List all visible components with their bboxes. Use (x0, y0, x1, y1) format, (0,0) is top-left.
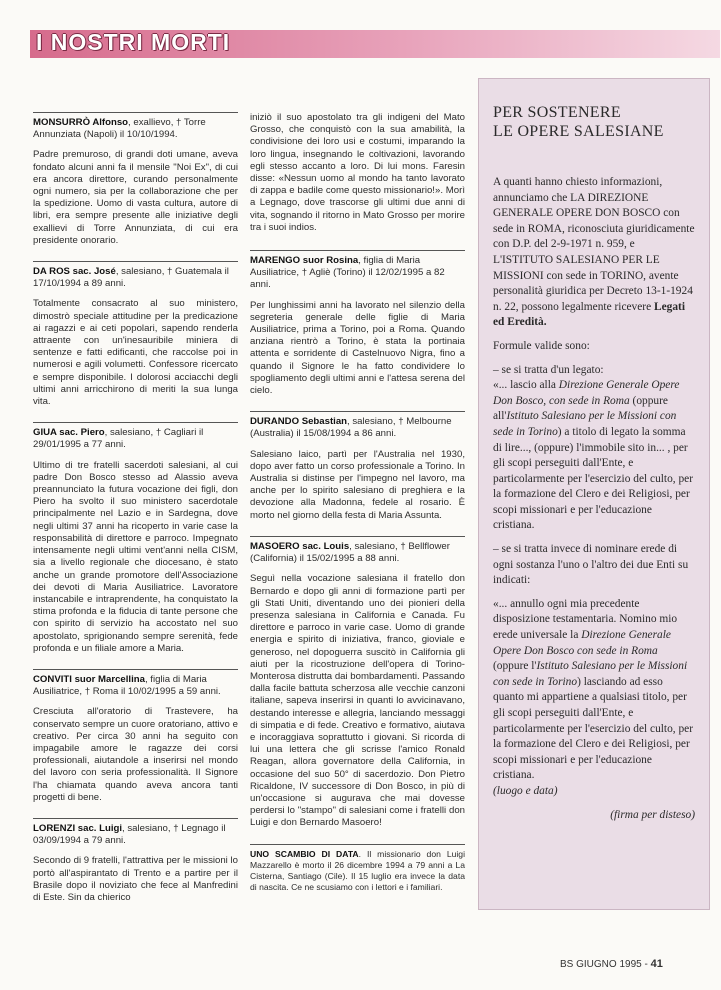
deceased-name: MASOERO sac. Louis (250, 540, 350, 552)
obituary-entry (33, 818, 238, 904)
entry-text: Secondo di 9 fratelli, l'attrattiva per le missioni lo portò all'aspirantato di Trento e a partire per il Brasile dopo il noviziato che fece al Manfredini di Este. Sin da chierico (33, 855, 238, 903)
entry-heading (33, 427, 238, 451)
signature-line: (firma per disteso) (610, 808, 695, 821)
sidebar-intro (493, 175, 695, 331)
obituary-entry (33, 669, 238, 804)
obituary-entry (250, 536, 465, 830)
entry-text: Seguì nella vocazione salesiana il fratello don Bernardo e dopo gli anni di formazione partì per gli Stati Uniti, diventando uno dei pionieri della presenza salesiana in California e Canada. Fu direttore e parroco in varie case. Uomo di grande energia e spirito di iniziativa, franco, gioviale e generoso, nel dopoguerra suscitò in California gli aiuti per la ricostruzione dell'opera di Torino-Monterosa distrutta dai bombardamenti. Passando dalla facile battuta scherzosa alle vecchie canzoni italiane, sapeva inserirsi in quanti lo avvicinavano, destando interesse e allegria, lanciando messaggi di simpatia e di fede. Creativo e formativo, aiutava e incoraggiava soprattutto i giovani. Si ricorda di lui una lettera che gli scrisse l'amico Ronald Reagan, allora governatore della California, in occasione del suo 50° di sacerdozio. Don Pietro Ricaldone, IV successore di Don Bosco, in più di un'occasione si augurava che mai dovesse perdersi lo "stampo" di salesiani come i fratelli don Luigi e don Bernardo Masoero! (250, 573, 465, 829)
obituary-entry (33, 112, 238, 247)
deceased-info: , salesiano, † Cagliari il 29/01/1995 a 77 anni. (33, 427, 204, 451)
deceased-info: , salesiano, † Melbourne (Australia) il 15/08/1994 a 86 anni. (250, 416, 452, 440)
obituary-entry (250, 250, 465, 397)
sidebar-box (478, 78, 710, 910)
entry-heading (33, 117, 238, 141)
deceased-info: , salesiano, † Guatemala il 17/10/1994 a 89 anni. (33, 266, 229, 290)
erede-text-2: (oppure l' (493, 660, 537, 673)
legato-formula (493, 363, 695, 535)
entry-text: Ultimo di tre fratelli sacerdoti salesiani, al cui padre Don Bosco stesso ad Alassio aveva preannunciato la futura vocazione dei figli, don Piero ha svolto il suo ministero sacerdotale principalmente nel Lazio e in Sardegna, dove negli ultimi 37 anni ha ricoperto in varie case la responsabilità di direttore e parroco. Impegnato intensamente negli ultimi vent'anni nella CISM, sia a livello regionale che diocesano, è stato anche un grande promotore dell'Associazione dei devoti di Maria Ausiliatrice. Lavoratore instancabile e intraprendente, ha conquistato la stima profonda e la fiducia di tante persone che con spirito di servizio ha accostato nel suo apostolato, sprigionando sempre serenità, fede profonda e un filiale amore a Maria. (33, 459, 238, 654)
sidebar-title (493, 103, 695, 141)
deceased-info: , salesiano, † Legnago il 03/09/1994 a 79 anni. (33, 822, 226, 847)
entry-text: Cresciuta all'oratorio di Trastevere, ha conservato sempre un cuore oratoriano, attivo e creativo. Per circa 30 anni ha seguito con impagabile amore le ragazze dei corsi professionali, aiutandole a inserirsi nel mondo del lavoro con seria professionalità. Il Signore l'ha chiamata quando aveva ancora tanti progetti di bene. (33, 706, 238, 803)
deceased-info: , salesiano, † Bellflower (California) il 15/02/1995 a 88 anni. (250, 540, 450, 565)
entry-continuation: iniziò il suo apostolato tra gli indigeni del Mato Grosso, che conquistò con la sua amabilità, la condivisione dei loro usi e costumi, imparando la loro lingua, insegnando le coltivazioni, lavorando egli stesso accanto a loro. Di lui mons. Faresin disse: «Nessun uomo al mondo ha tanto lavorato di zappa e badile come questo missionario!». Morì a Legnago, dove trascorse gli ultimi due anni di vita, sognando il ritorno in Mato Grosso per morire tra i suoi indios. (250, 112, 465, 233)
entry-heading (33, 823, 238, 847)
legato-italic-2: Istituto Salesiano per le Missioni con sede in Torino (493, 410, 677, 438)
deceased-name: LORENZI sac. Luigi (33, 822, 123, 834)
legato-text-3: ) a titolo di legato la somma di lire..., (oppure) l'immobile sito in... , per gli scopi perseguiti dall'Ente, e particolarmente per l'esercizio del culto, per la formazione del Clero e dei Religiosi, per scopi missionari e per l'educazione cristiana. (493, 425, 694, 532)
legato-text-1: «... lascio alla (493, 379, 559, 392)
column-2 (250, 112, 465, 893)
sidebar-title-line-2: LE OPERE SALESIANE (493, 123, 664, 140)
entry-heading (250, 541, 465, 565)
sidebar-title-line-1: PER SOSTENERE (493, 104, 621, 121)
entry-heading (250, 416, 465, 440)
deceased-info: , exallievo, † Torre Annunziata (Napoli) il 10/10/1994. (33, 117, 206, 141)
intro-text: A quanti hanno chiesto informazioni, annunciamo che LA DIREZIONE GENERALE OPERE DON BOSCO con sede in ROMA, riconosciuta giuridicamente con D.P. del 2-9-1971 n. 959, e L'ISTITUTO SALESIANO PER LE MISSIONI con sede in TORINO, avente personalità giuridica per Decreto 13-1-1924 n. 22, possono legalmente ricevere (493, 176, 695, 313)
entry-heading (33, 674, 238, 698)
erede-text-3: ) lasciando ad esso quanto mi appartiene a qualsiasi titolo, per gli scopi perseguiti dall'Ente, e particolarmente per l'esercizio del culto, per la formazione del Clero e dei Religiosi, per scopi missionari e per l'educazione cristiana. (493, 675, 694, 782)
entry-heading (33, 266, 238, 290)
column-1 (33, 112, 238, 918)
erede-italic-1: Direzione Generale Opere Don Bosco con sede in Roma (493, 629, 671, 657)
page-footer (560, 958, 663, 970)
deceased-name: DURANDO Sebastian (250, 416, 348, 428)
issue-label: BS GIUGNO 1995 - (560, 959, 648, 970)
deceased-name: MARENGO suor Rosina (250, 255, 359, 267)
intro-bold: Legati ed Eredità. (493, 300, 686, 329)
erede-italic-2: Istituto Salesiano per le Missioni con sede in Torino (493, 660, 688, 688)
deceased-info: , figlia di Maria Ausiliatrice, † Agliè (Torino) il 12/02/1995 a 82 anni. (250, 255, 445, 291)
erede-lead: – se si tratta invece di nominare erede di ogni sostanza l'uno o l'altro dei due Enti su indicati: (493, 543, 689, 587)
entry-heading (250, 255, 465, 292)
page-number: 41 (650, 958, 663, 970)
deceased-name: DA ROS sac. José (33, 266, 116, 278)
entry-text: Totalmente consacrato al suo ministero, dimostrò speciale attitudine per la predicazione ai ragazzi e ai ceti popolari, sapendo renderla attraente con un'inesauribile miniera di sentenze e fatti edificanti, che raccolse poi in numerosi e agili volumetti. Confessore ricercato e sempre disponibile. I dolorosi acciacchi degli ultimi anni arricchirono di meriti la sua lunga vita. (33, 298, 238, 408)
entry-text: Salesiano laico, partì per l'Australia nel 1930, dopo aver fatto un corso professionale a Torino. In Australia si distinse per l'impegno nel lavoro, ma anche per lo spirito salesiano di preghiera e la devozione alla Madonna, fedele al rosario. È morto nel giorno della festa di Maria Assunta. (250, 448, 465, 521)
obituary-entry (250, 411, 465, 522)
section-title: I NOSTRI MORTI (36, 29, 231, 55)
luogo-data: (luogo e data) (493, 784, 558, 797)
correction-notice (250, 844, 465, 893)
entry-text: Per lunghissimi anni ha lavorato nel silenzio della segreteria generale delle figlie di Maria Ausiliatrice, prima a Torino, poi a Roma. Quando anziana rientrò a Torino, è stata la portinaia attenta e sorridente di Castelnuovo Nigra, fino a quando il Signore le ha fatto condividere lo spogliamento degli ultimi anni e l'attesa serena del cielo. (250, 299, 465, 397)
obituary-entry (33, 422, 238, 655)
deceased-name: MONSURRÒ Alfonso (33, 117, 129, 128)
legato-text-2: (oppure all' (493, 394, 668, 423)
deceased-name: GIUA sac. Piero (33, 427, 105, 439)
obituary-entry (33, 261, 238, 408)
legato-lead: – se si tratta d'un legato: (493, 363, 604, 376)
correction-title: UNO SCAMBIO DI DATA (250, 848, 359, 859)
erede-formula (493, 597, 695, 800)
legato-italic-1: Direzione Generale Opere Don Bosco, con sede in Roma (493, 379, 680, 407)
deceased-name: CONVITI suor Marcellina (33, 673, 145, 685)
formule-heading: Formule valide sono: (493, 339, 590, 352)
correction-text: . Il missionario don Luigi Mazzarello è morto il 26 dicembre 1994 a 79 anni a La Cisterna, Santiago (Cile). Il 15 luglio era invece la data di nascita. Ce ne scusiamo con i lettori e i familiari. (250, 848, 465, 892)
entry-text: Padre premuroso, di grandi doti umane, aveva fondato alcuni anni fa il mensile "Noi Ex", di cui era ancora direttore, curando personalmente ogni numero, sia per la collaborazione che per la spedizione. Uomo di vasta cultura, autore di libri, era sempre presente alle iniziative degli exallievi di Torre Annunziata, di cui era presidente onorario. (33, 149, 238, 246)
erede-text-1: «... annullo ogni mia precedente disposizione testamentaria. Nomino mio erede universale la (493, 597, 678, 642)
deceased-info: , figlia di Maria Ausiliatrice, † Roma il 10/02/1995 a 59 anni. (33, 673, 221, 698)
